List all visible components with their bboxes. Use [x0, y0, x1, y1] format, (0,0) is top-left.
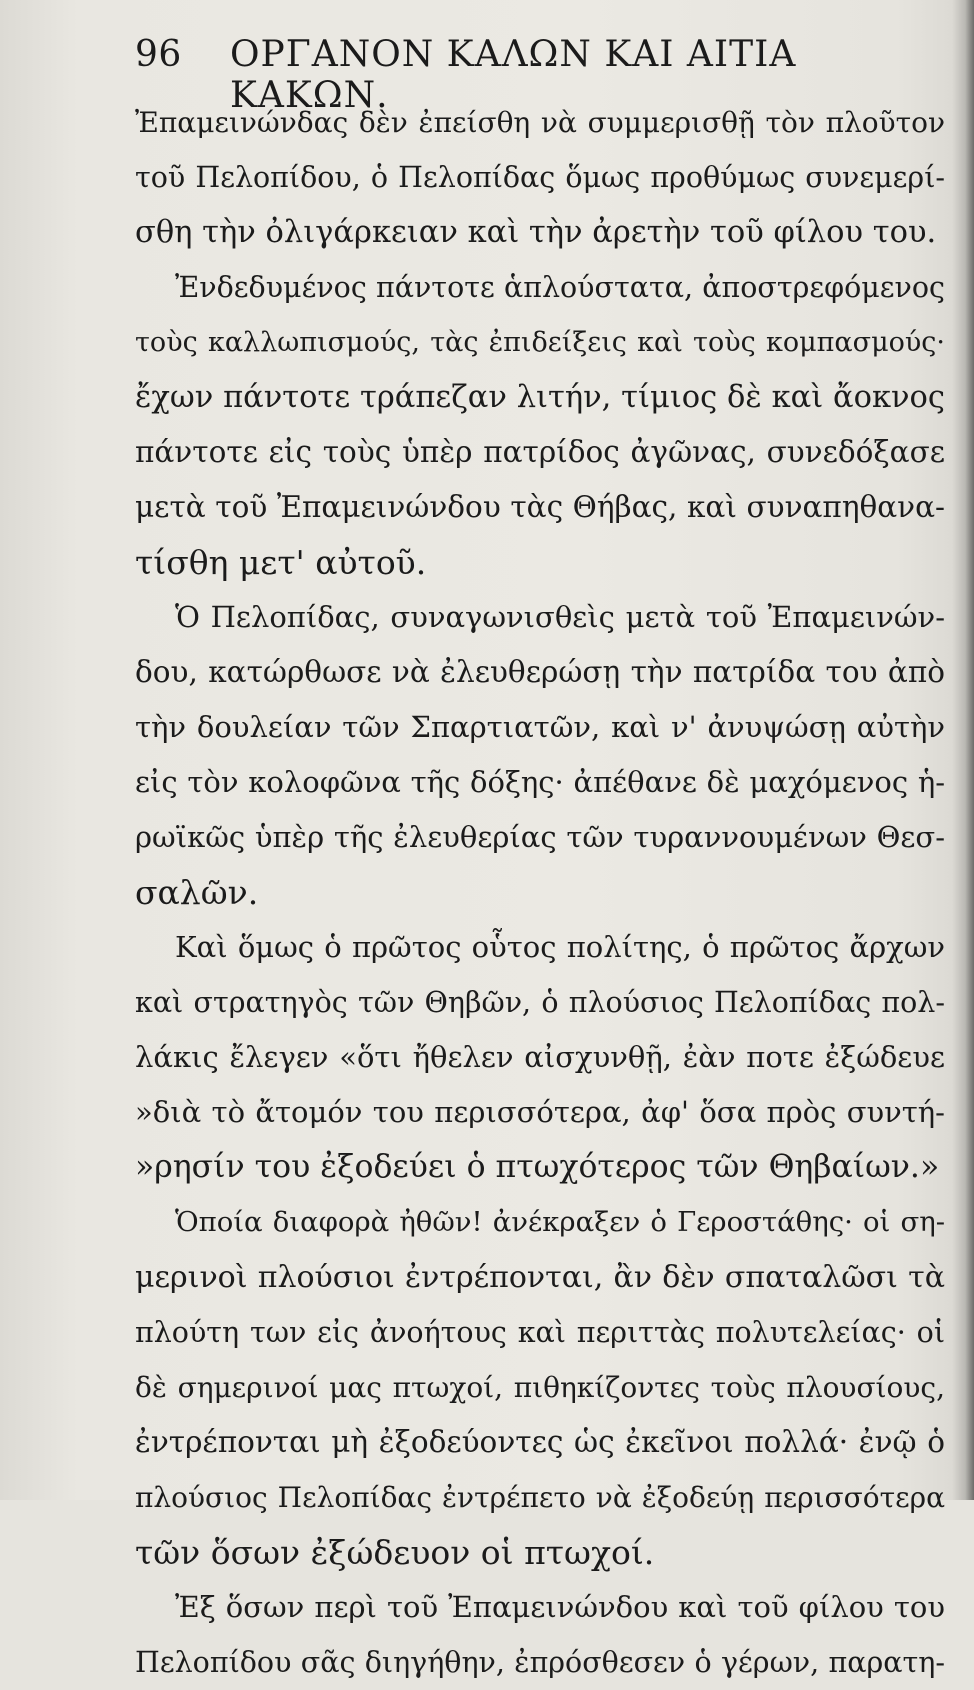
text-line: τίσθη μετ' αὐτοῦ. [135, 543, 427, 582]
text-line: δὲ σημερινοί μας πτωχοί, πιθηκίζοντες τοὺς πλουσίους, [135, 1371, 945, 1404]
text-line: ρωϊκῶς ὑπὲρ τῆς ἐλευθερίας τῶν τυραννουμένων Θεσ- [135, 820, 945, 854]
text-line: Ἐξ ὅσων περὶ τοῦ Ἐπαμεινώνδου καὶ τοῦ φίλου του [175, 1590, 945, 1624]
running-head: ΟΡΓΑΝΟΝ ΚΑΛΩΝ ΚΑΙ ΑΙΤΙΑ ΚΑΚΩΝ. [230, 34, 797, 116]
text-line: πάντοτε εἰς τοὺς ὑπὲρ πατρίδος ἀγῶνας, συνεδόξασε [135, 435, 945, 469]
text-line: τοὺς καλλωπισμούς, τὰς ἐπιδείξεις καὶ τοὺς κομπασμούς· [135, 327, 945, 358]
page-gutter-shadow [952, 0, 974, 1500]
text-line: σαλῶν. [135, 873, 259, 912]
text-line: Ὁποία διαφορὰ ἠθῶν! ἀνέκραξεν ὁ Γεροστάθης· οἱ ση- [175, 1206, 945, 1238]
text-line: μετὰ τοῦ Ἐπαμεινώνδου τὰς Θήβας, καὶ συναπηθανα- [135, 490, 945, 524]
text-line: εἰς τὸν κολοφῶνα τῆς δόξης· ἀπέθανε δὲ μαχόμενος ἡ- [135, 765, 945, 799]
text-line: »ρησίν του ἐξοδεύει ὁ πτωχότερος τῶν Θηβαίων.» [135, 1149, 940, 1185]
text-line: Καὶ ὅμως ὁ πρῶτος οὗτος πολίτης, ὁ πρῶτος ἄρχων [175, 930, 945, 964]
text-line: σθη τὴν ὀλιγάρκειαν καὶ τὴν ἀρετὴν τοῦ φίλου του. [135, 215, 937, 250]
text-line: μερινοὶ πλούσιοι ἐντρέπονται, ἂν δὲν σπαταλῶσι τὰ [135, 1260, 945, 1295]
text-line: τοῦ Πελοπίδου, ὁ Πελοπίδας ὅμως προθύμως συνεμερί- [135, 161, 945, 194]
text-line: ἐντρέπονται μὴ ἐξοδεύοντες ὡς ἐκεῖνοι πολλά· ἐνῷ ὁ [135, 1425, 945, 1459]
text-line: Ὁ Πελοπίδας, συναγωνισθεὶς μετὰ τοῦ Ἐπαμεινών- [175, 600, 945, 634]
page-header [135, 34, 935, 116]
text-line: τὴν δουλείαν τῶν Σπαρτιατῶν, καὶ ν' ἀνυψώσῃ αὐτὴν [135, 710, 945, 744]
text-line: πλούτη των εἰς ἀνοήτους καὶ περιττὰς πολυτελείας· οἱ [135, 1316, 945, 1349]
text-line: δου, κατώρθωσε νὰ ἐλευθερώσῃ τὴν πατρίδα του ἀπὸ [135, 655, 945, 689]
text-line: καὶ στρατηγὸς τῶν Θηβῶν, ὁ πλούσιος Πελοπίδας πολ- [135, 986, 945, 1019]
page-number: 96 [135, 34, 182, 75]
text-line: »διὰ τὸ ἄτομόν του περισσότερα, ἀφ' ὅσα πρὸς συντή- [135, 1095, 945, 1129]
text-line: Ἐνδεδυμένος πάντοτε ἁπλούστατα, ἀποστρεφόμενος [175, 271, 945, 304]
text-line: λάκις ἔλεγεν «ὅτι ἤθελεν αἰσχυνθῇ, ἐὰν ποτε ἐξώδευε [135, 1040, 945, 1074]
text-line: πλούσιος Πελοπίδας ἐντρέπετο νὰ ἐξοδεύῃ περισσότερα [135, 1481, 945, 1514]
text-line: Πελοπίδου σᾶς διηγήθην, ἐπρόσθεσεν ὁ γέρων, παρατη- [135, 1646, 945, 1679]
text-line: Ἐπαμεινώνδας δὲν ἐπείσθη νὰ συμμερισθῇ τὸν πλοῦτον [135, 106, 945, 139]
body-text [135, 95, 945, 1690]
text-line: τῶν ὅσων ἐξώδευον οἱ πτωχοί. [135, 1533, 655, 1572]
text-line: ἔχων πάντοτε τράπεζαν λιτήν, τίμιος δὲ καὶ ἄοκνος [135, 380, 945, 415]
